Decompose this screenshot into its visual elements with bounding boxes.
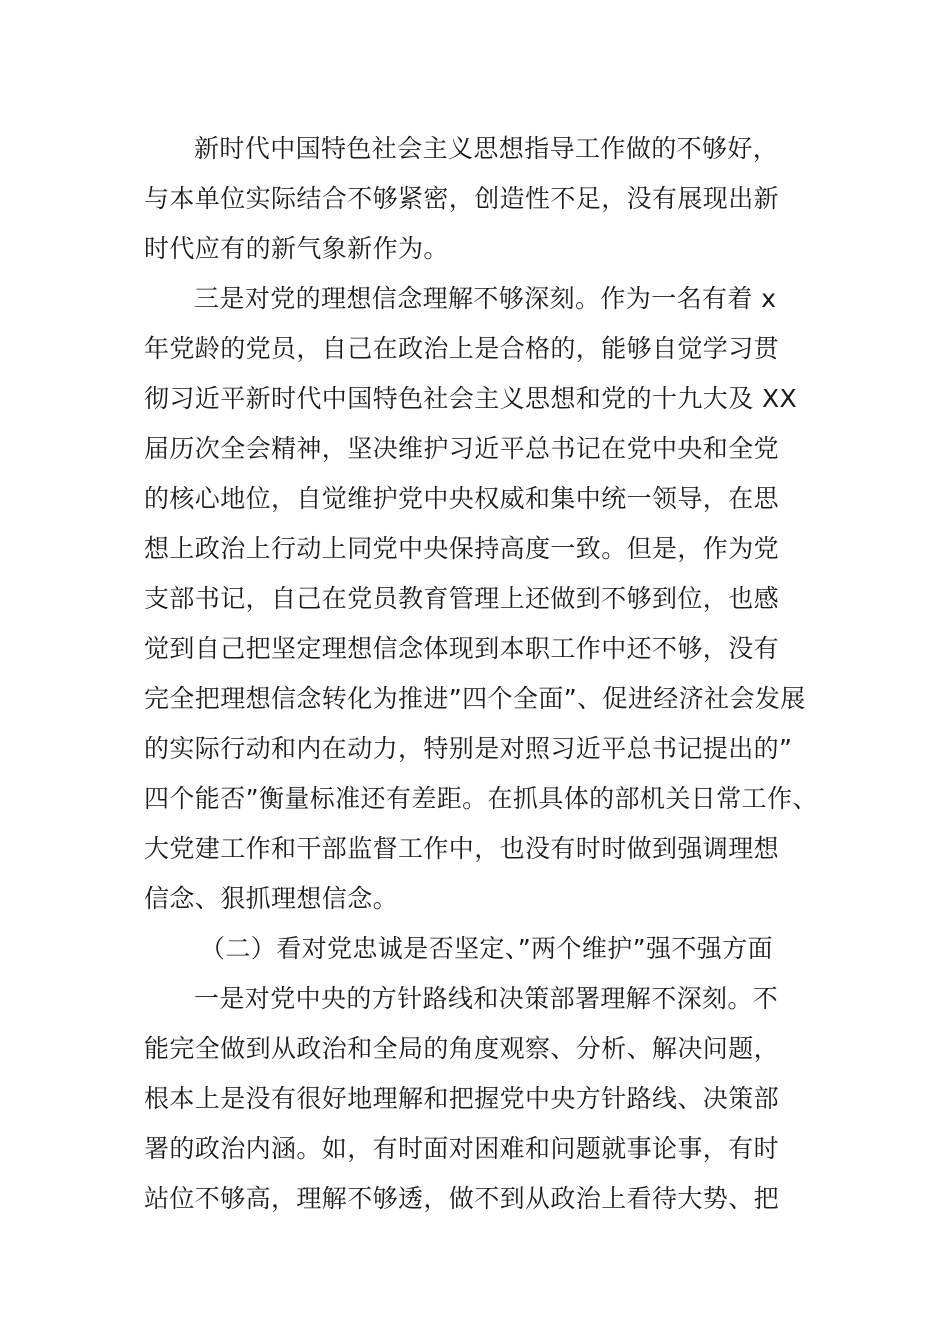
text-line: 新时代中国特色社会主义思想指导工作做的不够好， bbox=[194, 134, 779, 163]
section-heading bbox=[144, 924, 810, 974]
paragraph-3 bbox=[144, 974, 810, 1224]
text-line: 彻习近平新时代中国特色社会主义思想和党的十九大及 XX bbox=[144, 384, 798, 413]
text-line: 四个能否”衡量标准还有差距。在抓具体的部机关日常工作、 bbox=[144, 784, 818, 813]
text-line: 支部书记，自己在党员教育管理上还做到不够到位，也感 bbox=[144, 584, 780, 613]
text-line: 的核心地位，自觉维护党中央权威和集中统一领导，在思 bbox=[144, 484, 780, 513]
text-line: 大党建工作和干部监督工作中，也没有时时做到强调理想 bbox=[144, 834, 780, 863]
text-line: 年党龄的党员，自己在政治上是合格的，能够自觉学习贯 bbox=[144, 334, 780, 363]
text-line: 与本单位实际结合不够紧密，创造性不足，没有展现出新 bbox=[144, 184, 780, 213]
text-line: 信念、狠抓理想信念。 bbox=[144, 884, 399, 913]
text-line: 署的政治内涵。如，有时面对困难和问题就事论事，有时 bbox=[144, 1134, 780, 1163]
paragraph-2 bbox=[144, 274, 818, 924]
text-line: 的实际行动和内在动力，特别是对照习近平总书记提出的” bbox=[144, 734, 793, 763]
text-line: 完全把理想信念转化为推进”四个全面”、促进经济社会发展 bbox=[144, 684, 806, 713]
text-line: 一是对党中央的方针路线和决策部署理解不深刻。不 bbox=[194, 984, 779, 1013]
heading-text: （二）看对党忠诚是否坚定、”两个维护”强不强方面 bbox=[200, 934, 774, 963]
text-line: 站位不够高，理解不够透，做不到从政治上看待大势、把 bbox=[144, 1184, 780, 1213]
text-line: 想上政治上行动上同党中央保持高度一致。但是，作为党 bbox=[144, 534, 780, 563]
paragraph-1 bbox=[144, 124, 810, 274]
text-line: 觉到自己把坚定理想信念体现到本职工作中还不够，没有 bbox=[144, 634, 780, 663]
text-line: 三是对党的理想信念理解不够深刻。作为一名有着 x bbox=[194, 284, 777, 313]
document-body bbox=[144, 124, 818, 1224]
text-line: 能完全做到从政治和全局的角度观察、分析、解决问题， bbox=[144, 1034, 780, 1063]
text-line: 根本上是没有很好地理解和把握党中央方针路线、决策部 bbox=[144, 1084, 780, 1113]
text-line: 时代应有的新气象新作为。 bbox=[144, 234, 449, 263]
text-line: 届历次全会精神，坚决维护习近平总书记在党中央和全党 bbox=[144, 434, 780, 463]
